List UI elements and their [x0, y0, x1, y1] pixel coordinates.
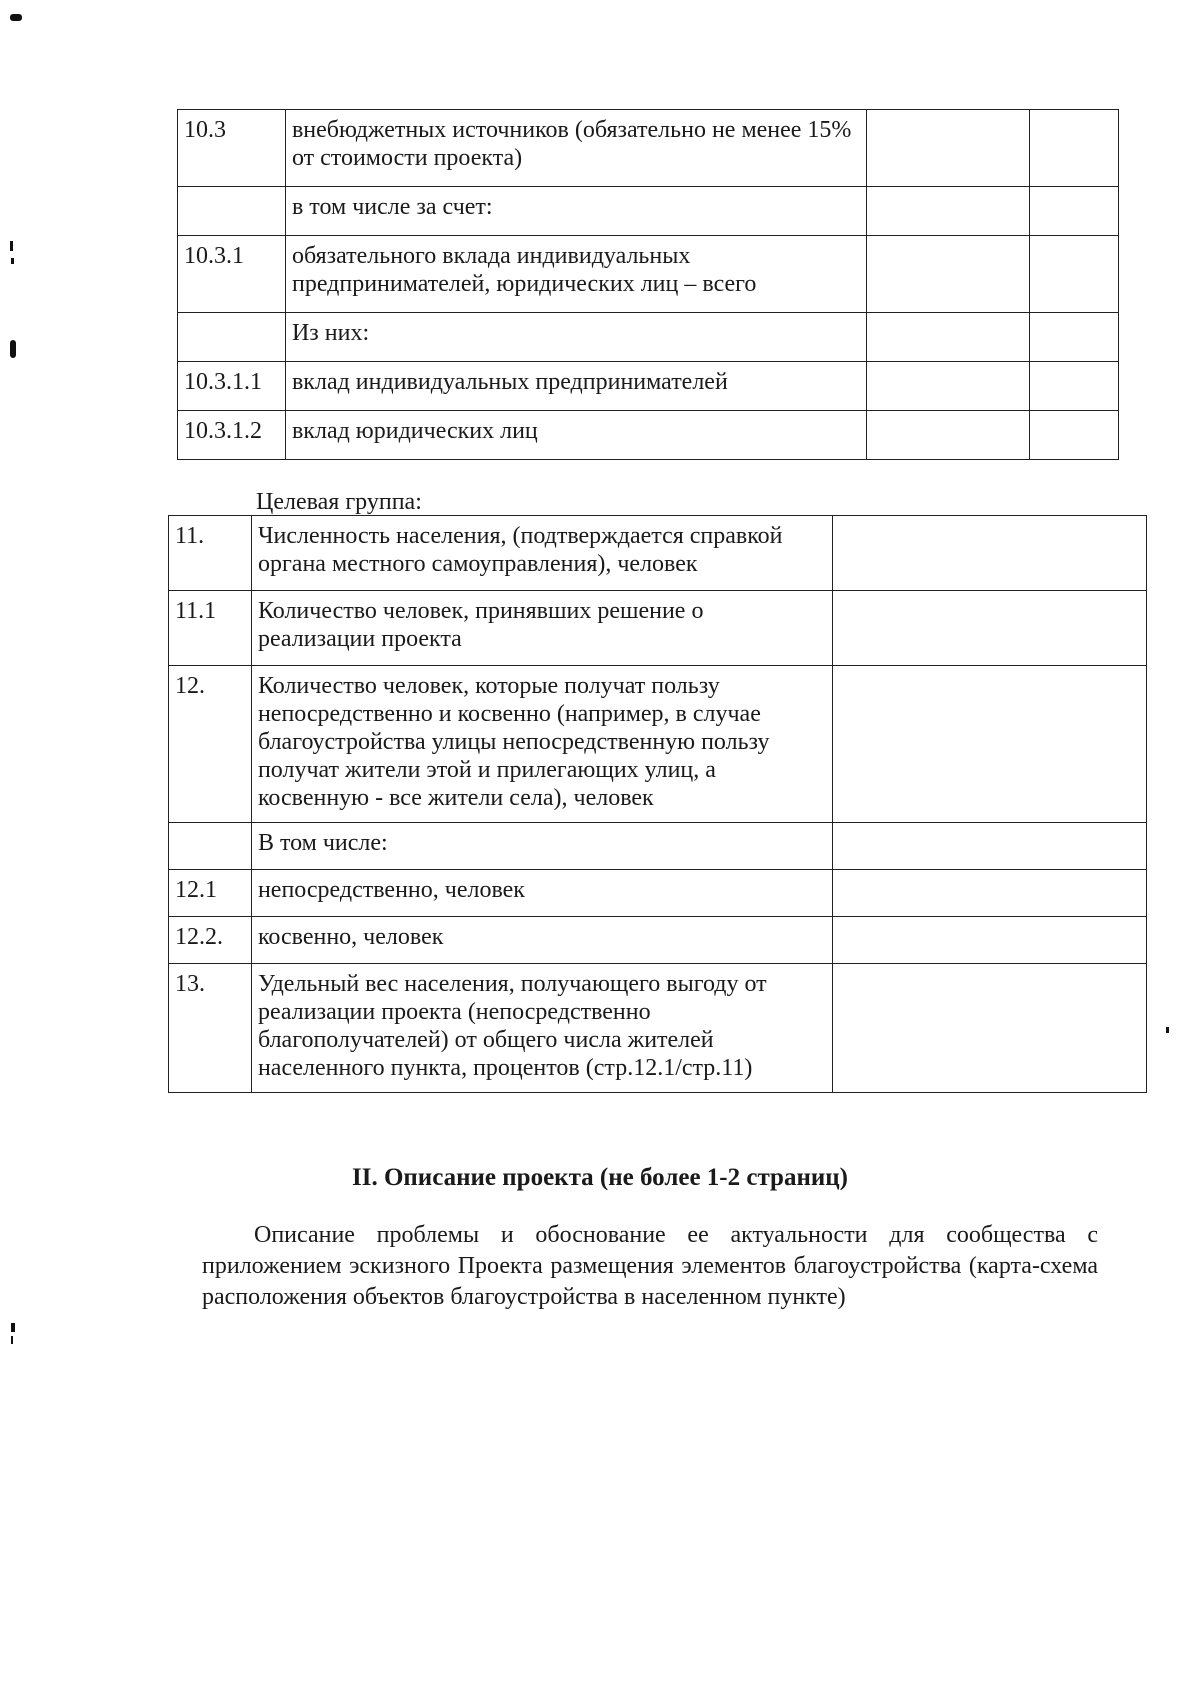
value-cell	[1030, 236, 1119, 313]
table-row	[178, 411, 1119, 460]
row-number: 11.1	[169, 591, 252, 666]
value-cell	[867, 236, 1030, 313]
row-number: 11.	[169, 516, 252, 591]
table-row	[178, 362, 1119, 411]
value-cell	[833, 823, 1147, 870]
value-cell	[867, 362, 1030, 411]
value-cell	[833, 870, 1147, 917]
table-row	[178, 236, 1119, 313]
value-cell	[867, 313, 1030, 362]
row-description: вклад юридических лиц	[285, 411, 866, 460]
value-cell	[867, 187, 1030, 236]
row-description: обязательного вклада индивидуальных предпринимателей, юридических лиц – всего	[285, 236, 866, 313]
row-number: 13.	[169, 964, 252, 1093]
row-number	[178, 187, 286, 236]
financing-table	[177, 109, 1119, 460]
row-number: 10.3.1	[178, 236, 286, 313]
row-number: 12.	[169, 666, 252, 823]
value-cell	[833, 666, 1147, 823]
row-number: 12.1	[169, 870, 252, 917]
value-cell	[1030, 362, 1119, 411]
row-number: 12.2.	[169, 917, 252, 964]
row-description: В том числе:	[251, 823, 832, 870]
row-description: Количество человек, принявших решение о реализации проекта	[251, 591, 832, 666]
row-number: 10.3	[178, 110, 286, 187]
table-row	[178, 187, 1119, 236]
scan-speck	[1166, 1027, 1169, 1033]
scan-speck	[11, 1336, 13, 1344]
scan-speck	[10, 14, 22, 21]
value-cell	[1030, 187, 1119, 236]
table-row	[169, 870, 1147, 917]
value-cell	[833, 964, 1147, 1093]
row-description: Из них:	[285, 313, 866, 362]
row-description: непосредственно, человек	[251, 870, 832, 917]
table-row	[169, 917, 1147, 964]
table-row	[169, 666, 1147, 823]
row-number: 10.3.1.2	[178, 411, 286, 460]
value-cell	[1030, 110, 1119, 187]
scan-speck	[10, 241, 13, 251]
row-description: в том числе за счет:	[285, 187, 866, 236]
table-row	[169, 964, 1147, 1093]
table-row	[169, 591, 1147, 666]
scan-speck	[11, 258, 14, 264]
row-description: вклад индивидуальных предпринимателей	[285, 362, 866, 411]
row-number	[169, 823, 252, 870]
table-row	[169, 823, 1147, 870]
value-cell	[1030, 313, 1119, 362]
value-cell	[867, 110, 1030, 187]
value-cell	[833, 591, 1147, 666]
value-cell	[833, 516, 1147, 591]
row-description: Численность населения, (подтверждается справкой органа местного самоуправления), человек	[251, 516, 832, 591]
scan-speck	[10, 340, 16, 358]
section-title: II. Описание проекта (не более 1-2 страниц)	[352, 1164, 848, 1191]
row-number	[178, 313, 286, 362]
row-number: 10.3.1.1	[178, 362, 286, 411]
value-cell	[867, 411, 1030, 460]
target-group-caption: Целевая группа:	[256, 489, 422, 515]
scan-speck	[11, 1323, 15, 1332]
table-row	[169, 516, 1147, 591]
row-description: Количество человек, которые получат пользу непосредственно и косвенно (например, в случае благоустройства улицы непосредственную пользу получат жители этой и прилегающих улиц, а косвенную - все жители села), человек	[251, 666, 832, 823]
section-paragraph: Описание проблемы и обоснование ее актуальности для сообщества с приложением эскизного Проекта размещения элементов благоустройства (карта-схема расположения объектов благоустройства в населенном пункте)	[202, 1222, 1098, 1310]
row-description: косвенно, человек	[251, 917, 832, 964]
table-row	[178, 313, 1119, 362]
value-cell	[833, 917, 1147, 964]
table-row	[178, 110, 1119, 187]
target-group-table	[168, 515, 1147, 1093]
row-description: Удельный вес населения, получающего выгоду от реализации проекта (непосредственно благополучателей) от общего числа жителей населенного пункта, процентов (стр.12.1/стр.11)	[251, 964, 832, 1093]
value-cell	[1030, 411, 1119, 460]
row-description: внебюджетных источников (обязательно не менее 15% от стоимости проекта)	[285, 110, 866, 187]
